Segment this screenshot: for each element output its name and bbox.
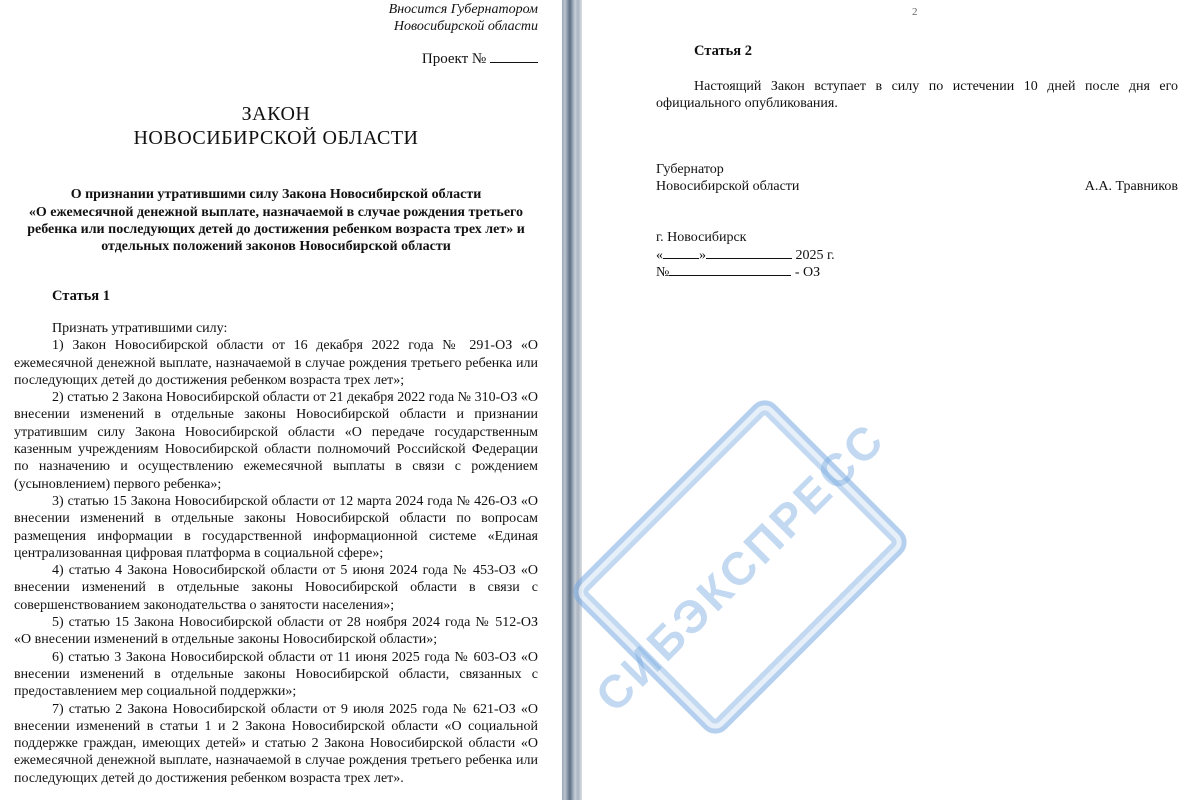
signer-title-line-2: Новосибирской области: [656, 179, 800, 194]
number-prefix: №: [656, 265, 670, 280]
article-1-item-1: 1) Закон Новосибирской области от 16 декабря 2022 года № 291-ОЗ «О ежемесячной денежной выплате, назначаемой в случае рождения третьего ребенка или последующих детей до достижения ребенком возраста трех лет»;: [14, 338, 538, 388]
law-number: [656, 264, 820, 281]
article-1-item-3: 3) статью 15 Закона Новосибирской области от 12 марта 2024 года № 426-ОЗ «О внесении изменений в отдельные законы Новосибирской области по вопросам размещения информации в государственной информационной системе «Единая централизованная цифровая платформа в социальной сфере»;: [14, 493, 538, 561]
article-1-heading: Статья 1: [52, 288, 110, 304]
date-month-blank: [706, 247, 792, 259]
article-1-body: [14, 320, 538, 787]
introduced-by-line-1: Вносится Губернатором: [388, 2, 538, 17]
article-1-item-2: 2) статью 2 Закона Новосибирской области от 21 декабря 2022 года № 310-ОЗ «О внесении изменений в отдельные законы Новосибирской области и признании утратившим силу Закона Новосибирской области «О передаче государственным казенным учреждениям Новосибирской области полномочий Российской Федерации по назначению и осуществлению ежемесячной выплаты в связи с рождением (усыновлением) первого ребенка»;: [14, 390, 538, 492]
law-subject-line-2: «О ежемесячной денежной выплате, назначаемой в случае рождения третьего: [28, 205, 524, 220]
signer-name: А.А. Травников: [1084, 179, 1178, 194]
document-page-2: [582, 0, 1200, 800]
page-gutter: [562, 0, 582, 800]
law-subject-line-3: ребенка или последующих детей до достижения ребенком возраста трех лет» и: [27, 222, 525, 237]
project-number-blank: [490, 50, 538, 63]
document-page-1: [0, 0, 562, 800]
article-1-item-7: 7) статью 2 Закона Новосибирской области от 9 июля 2025 года № 621-ОЗ «О внесении изменений в статьи 1 и 2 Закона Новосибирской области «О социальной поддержке граждан, имеющих детей» и статью 2 Закона Новосибирской области «О ежемесячной денежной выплате, назначаемой в случае рождения третьего ребенка или последующих детей до достижения ребенком возраста трех лет».: [14, 701, 538, 786]
page-number: 2: [912, 6, 918, 18]
signer-title-line-1: Губернатор: [656, 162, 724, 177]
introduced-by-line-2: Новосибирской области: [393, 19, 538, 34]
watermark-stamp-text: СИБЭКСПРЕСС: [585, 412, 895, 722]
city: г. Новосибирск: [656, 230, 747, 245]
date-open-quote: «: [656, 248, 663, 263]
article-1-item-6: 6) статью 3 Закона Новосибирской области от 11 июня 2025 года № 603-ОЗ «О внесении изменений в отдельные законы Новосибирской области, связанных с предоставлением мер социальной поддержки»;: [14, 649, 538, 700]
law-subject-line-4: отдельных положений законов Новосибирской области: [101, 239, 451, 254]
project-number: [422, 50, 538, 68]
law-title-line-2: НОВОСИБИРСКОЙ ОБЛАСТИ: [133, 127, 419, 149]
date-close-quote: »: [699, 248, 706, 263]
article-1-item-4: 4) статью 4 Закона Новосибирской области от 5 июня 2024 года № 453-ОЗ «О внесении изменений в отдельные законы Новосибирской области в связи с совершенствованием законодательства о занятости населения»;: [14, 563, 538, 613]
number-suffix: - ОЗ: [794, 265, 821, 280]
article-2-body: Настоящий Закон вступает в силу по истечении 10 дней после дня его официального опубликования.: [656, 79, 1178, 112]
date-year: 2025 г.: [795, 248, 835, 263]
article-1-item-5: 5) статью 15 Закона Новосибирской области от 28 ноября 2024 года № 512-ОЗ «О внесении изменений в отдельные законы Новосибирской области»;: [14, 615, 538, 648]
law-subject-line-1: О признании утратившими силу Закона Новосибирской области: [70, 187, 482, 202]
article-2-heading: Статья 2: [694, 43, 752, 59]
law-number-blank: [669, 264, 791, 276]
signing-date: [656, 247, 835, 264]
date-day-blank: [663, 247, 699, 259]
article-1-intro: Признать утратившими силу:: [52, 321, 228, 336]
project-label: Проект №: [421, 51, 487, 67]
law-title-line-1: ЗАКОН: [241, 103, 311, 125]
